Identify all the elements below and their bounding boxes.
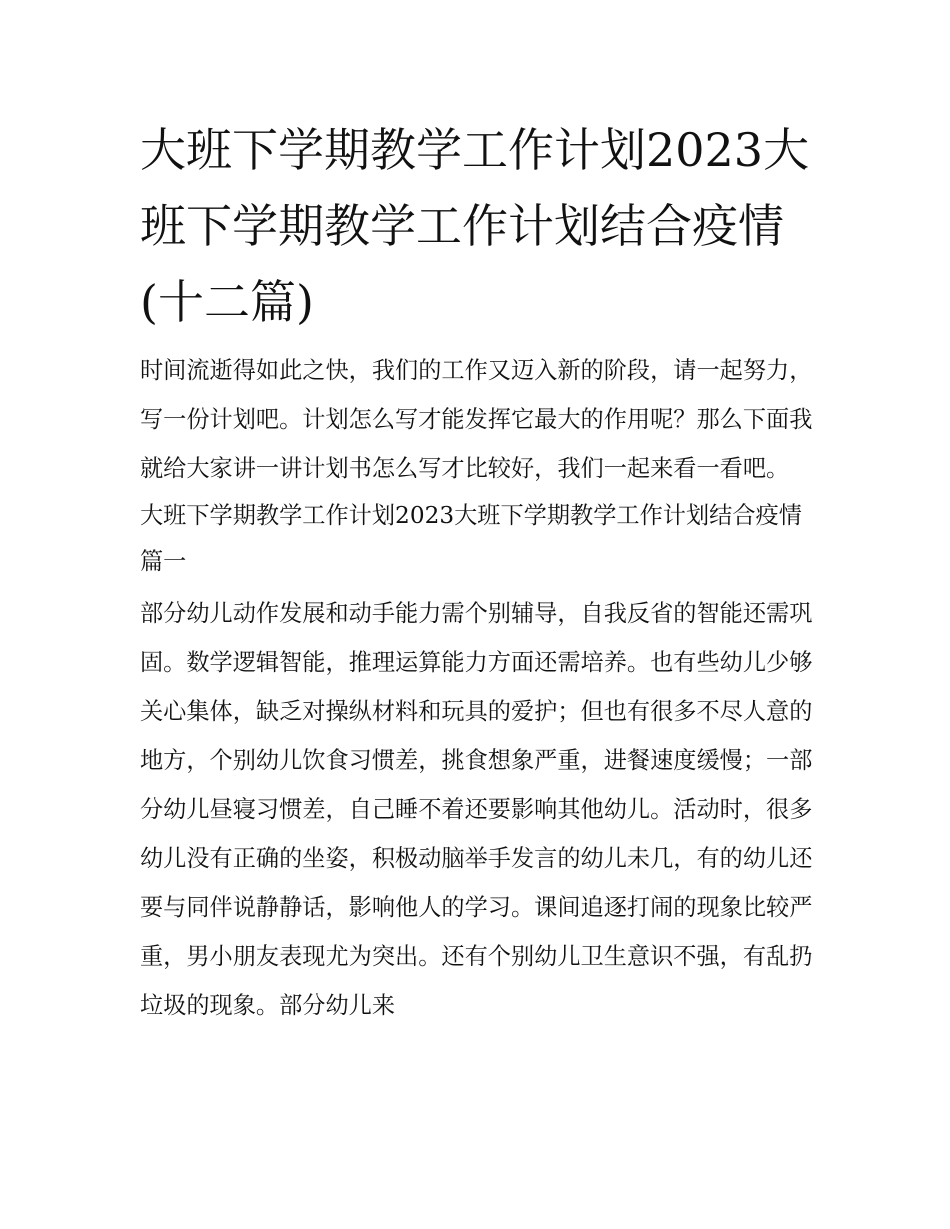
section-heading: 大班下学期教学工作计划2023大班下学期教学工作计划结合疫情篇一 — [140, 502, 802, 575]
section-body-paragraph: 部分幼儿动作发展和动手能力需个别辅导，自我反省的智能还需巩固。数学逻辑智能，推理运算能力方面还需培养。也有些幼儿少够关心集体，缺乏对操纵材料和玩具的爱护；但也有很多不尽人意的地方，个别幼儿饮食习惯差，挑食想象严重，进餐速度缓慢；一部分幼儿昼寝习惯差，自己睡不着还要影响其他幼儿。活动时，很多幼儿没有正确的坐姿，积极动脑举手发言的幼儿未几，有的幼儿还要与同伴说静静话，影响他人的学习。课间追逐打闹的现象比较严重，男小朋友表现尤为突出。还有个别幼儿卫生意识不强，有乱扔垃圾的现象。部分幼儿来 — [140, 600, 813, 1019]
document-title: 大班下学期教学工作计划2023大班下学期教学工作计划结合疫情(十二篇) — [140, 123, 810, 329]
document-page — [140, 112, 816, 1030]
intro-paragraph: 时间流逝得如此之快，我们的工作又迈入新的阶段，请一起努力，写一份计划吧。计划怎么写才能发挥它最大的作用呢？那么下面我就给大家讲一讲计划书怎么写才比较好，我们一起来看一看吧。 — [140, 357, 813, 482]
